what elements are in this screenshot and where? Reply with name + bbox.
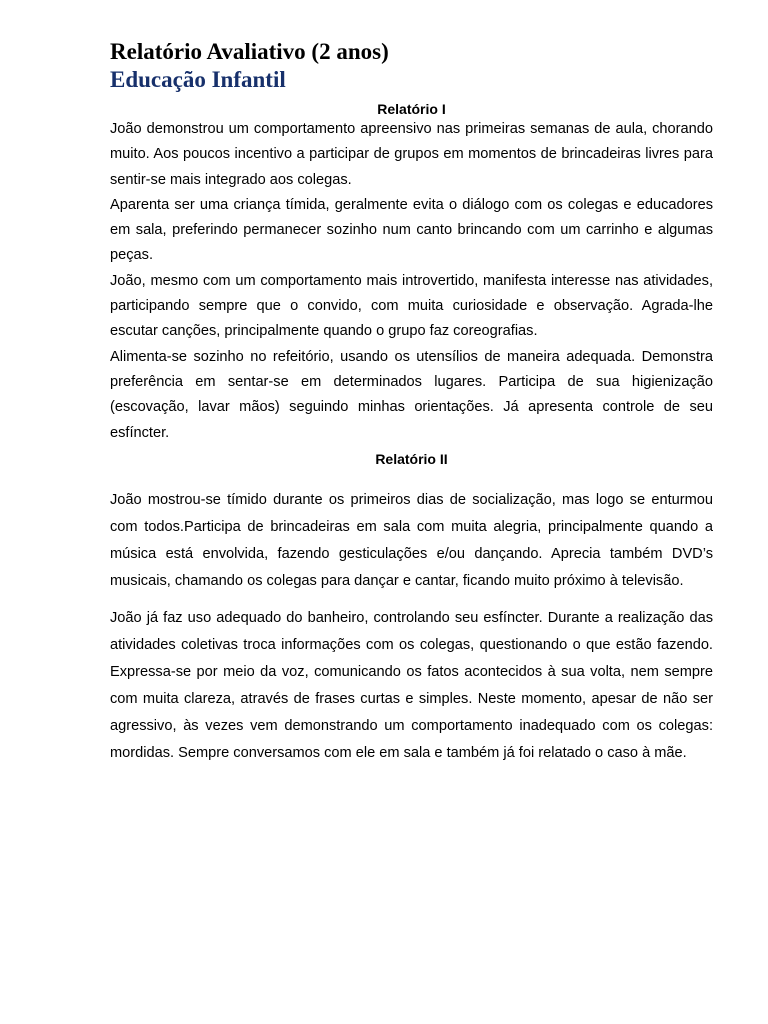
report-2-paragraph-2: João já faz uso adequado do banheiro, controlando seu esfíncter. Durante a realização das atividades coletivas troca informações com os colegas, questionando o que estão fazendo. Expressa-se por meio da voz, comunicando os fatos acontecidos à sua volta, nem sempre com muita clareza, através de frases curtas e simples. Neste momento, apesar de não ser agressivo, às vezes vem demonstrando um comportamento inadequado com os colegas: mordidas. Sempre conversamos com ele em sala e também já foi relatado o caso à mãe. (110, 609, 713, 761)
report-2-paragraph-1: João mostrou-se tímido durante os primeiros dias de socialização, mas logo se enturmou com todos.Participa de brincadeiras em sala com muita alegria, principalmente quando a música está envolvida, fazendo gesticulações e/ou dançando. Aprecia também DVD’s musicais, chamando os colegas para dançar e cantar, ficando muito próximo à televisão. (110, 491, 713, 589)
report-2-heading: Relatório II (375, 450, 448, 467)
document-subtitle: Educação Infantil (110, 67, 286, 92)
report-1-paragraph-2: Aparenta ser uma criança tímida, geralmente evita o diálogo com os colegas e educadores em sala, preferindo permanecer sozinho num canto brincando com um carrinho e algumas peças. (110, 196, 713, 264)
report-2-section (110, 451, 713, 767)
report-1-paragraph-1: João demonstrou um comportamento apreensivo nas primeiras semanas de aula, chorando muito. Aos poucos incentivo a participar de grupos em momentos de brincadeiras livres para sentir-se mais integrado aos colegas. (110, 121, 713, 188)
document-page (110, 38, 713, 767)
report-1-paragraph-3: João, mesmo com um comportamento mais introvertido, manifesta interesse nas atividades, participando sempre que o convido, com muita curiosidade e observação. Agrada-lhe escutar canções, principalmente quando o grupo faz coreografias. (110, 272, 713, 340)
report-1-paragraph-4: Alimenta-se sozinho no refeitório, usando os utensílios de maneira adequada. Demonstra preferência em sentar-se em determinados lugares. Participa de sua higienização (escovação, lavar mãos) seguindo minhas orientações. Já apresenta controle de seu esfíncter. (110, 348, 713, 441)
report-1-section (110, 101, 713, 446)
document-title: Relatório Avaliativo (2 anos) (110, 39, 389, 64)
report-1-heading: Relatório I (377, 101, 446, 117)
